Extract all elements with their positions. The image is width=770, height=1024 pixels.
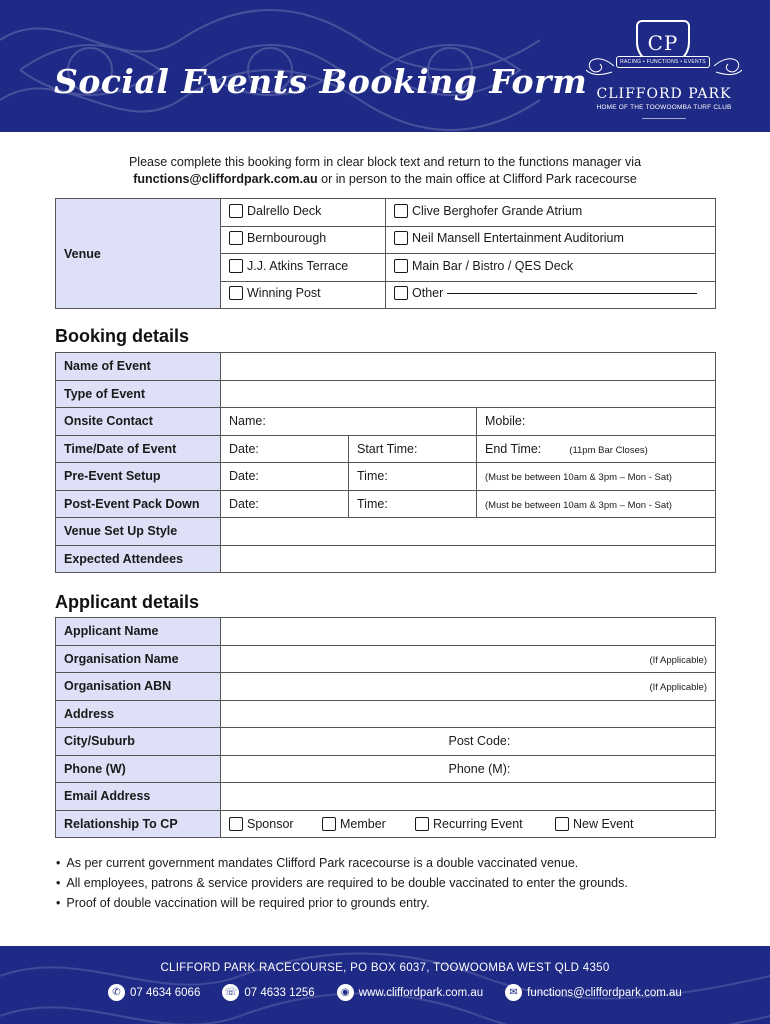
post-event-note: (Must be between 10am & 3pm – Mon - Sat) xyxy=(485,499,672,511)
footer-website-text: www.cliffordpark.com.au xyxy=(358,986,484,999)
onsite-mobile-field[interactable] xyxy=(477,408,716,436)
onsite-name-label: Name: xyxy=(229,414,266,429)
post-event-label: Post-Event Pack Down xyxy=(56,490,221,518)
pre-event-label: Pre-Event Setup xyxy=(56,463,221,491)
fax-icon: ☏ xyxy=(222,984,239,1001)
end-time-field[interactable] xyxy=(477,435,716,463)
type-of-event-label: Type of Event xyxy=(56,380,221,408)
checkbox-icon[interactable] xyxy=(229,259,243,273)
post-event-time-label: Time: xyxy=(357,496,388,511)
footer-email[interactable] xyxy=(505,984,682,1001)
checkbox-icon[interactable] xyxy=(229,286,243,300)
checkbox-icon[interactable] xyxy=(394,259,408,273)
onsite-name-field[interactable] xyxy=(221,408,477,436)
org-name-field[interactable] xyxy=(221,645,716,673)
phone-icon: ✆ xyxy=(108,984,125,1001)
pre-event-time-field[interactable] xyxy=(349,463,477,491)
venue-option-label: Main Bar / Bistro / QES Deck xyxy=(412,258,574,273)
org-abn-field[interactable] xyxy=(221,673,716,701)
booking-details-table xyxy=(55,352,716,573)
attendees-label: Expected Attendees xyxy=(56,545,221,573)
checkbox-icon[interactable] xyxy=(415,817,429,831)
event-date-label: Date: xyxy=(229,441,259,456)
venue-option-other[interactable] xyxy=(386,281,716,309)
setup-style-field[interactable] xyxy=(221,518,716,546)
note-item: • All employees, patrons & service providers are required to be double vaccinated to enter the grounds. xyxy=(56,873,628,893)
checkbox-icon[interactable] xyxy=(322,817,336,831)
name-of-event-field[interactable] xyxy=(221,353,716,381)
checkbox-icon[interactable] xyxy=(394,231,408,245)
footer-fax[interactable] xyxy=(222,984,314,1001)
relationship-sponsor[interactable] xyxy=(229,817,322,831)
intro-line-1: Please complete this booking form in clear block text and return to the functions manager via xyxy=(128,155,642,169)
post-code-label: Post Code: xyxy=(448,734,511,749)
logo-banner: RACING • FUNCTIONS • EVENTS xyxy=(616,56,710,68)
footer-email-text: functions@cliffordpark.com.au xyxy=(527,986,682,999)
applicant-details-heading: Applicant details xyxy=(55,592,200,612)
checkbox-icon[interactable] xyxy=(229,231,243,245)
footer-banner xyxy=(0,946,770,1024)
intro-text xyxy=(0,154,770,188)
address-field[interactable] xyxy=(221,700,716,728)
footer-phone-text: 07 4634 6066 xyxy=(130,986,201,999)
venue-option-label: J.J. Atkins Terrace xyxy=(247,258,349,273)
globe-icon: ◉ xyxy=(337,984,354,1001)
org-abn-label: Organisation ABN xyxy=(56,673,221,701)
onsite-contact-label: Onsite Contact xyxy=(56,408,221,436)
attendees-field[interactable] xyxy=(221,545,716,573)
checkbox-icon[interactable] xyxy=(229,204,243,218)
phone-w-field[interactable] xyxy=(221,755,441,783)
venue-option-atkins[interactable] xyxy=(221,254,386,282)
pre-event-note-cell xyxy=(477,463,716,491)
venue-option-dalrello[interactable] xyxy=(221,199,386,227)
venue-option-atrium[interactable] xyxy=(386,199,716,227)
relationship-option-label: Recurring Event xyxy=(433,816,523,831)
pre-event-time-label: Time: xyxy=(357,469,388,484)
setup-style-label: Venue Set Up Style xyxy=(56,518,221,546)
checkbox-icon[interactable] xyxy=(229,817,243,831)
relationship-new-event[interactable] xyxy=(555,817,633,831)
relationship-option-label: New Event xyxy=(573,816,634,831)
footer-contacts xyxy=(108,984,704,1001)
logo-name: CLIFFORD PARK xyxy=(596,86,732,102)
post-event-date-field[interactable] xyxy=(221,490,349,518)
pre-event-note: (Must be between 10am & 3pm – Mon - Sat) xyxy=(485,472,672,484)
phone-m-label: Phone (M): xyxy=(448,761,511,776)
logo-rule xyxy=(642,118,686,119)
onsite-mobile-label: Mobile: xyxy=(485,414,526,429)
venue-label: Venue xyxy=(56,199,221,309)
venue-option-bernbourough[interactable] xyxy=(221,226,386,254)
venue-option-label: Bernbourough xyxy=(247,231,327,246)
time-date-label: Time/Date of Event xyxy=(56,435,221,463)
note-item: • Proof of double vaccination will be required prior to grounds entry. xyxy=(56,893,628,913)
start-time-field[interactable] xyxy=(349,435,477,463)
header-banner xyxy=(0,0,770,132)
applicant-details-table xyxy=(55,617,716,838)
relationship-option-label: Sponsor xyxy=(247,816,294,831)
relationship-label: Relationship To CP xyxy=(56,810,221,838)
footer-phone[interactable] xyxy=(108,984,200,1001)
org-abn-note: (If Applicable) xyxy=(649,682,707,694)
city-field[interactable] xyxy=(221,728,441,756)
venue-option-label: Clive Berghofer Grande Atrium xyxy=(412,203,583,218)
pre-event-date-field[interactable] xyxy=(221,463,349,491)
functions-email-link[interactable]: functions@cliffordpark.com.au xyxy=(133,172,318,186)
email-label: Email Address xyxy=(56,783,221,811)
applicant-name-label: Applicant Name xyxy=(56,618,221,646)
relationship-options xyxy=(221,810,716,838)
relationship-member[interactable] xyxy=(322,817,415,831)
envelope-icon: ✉ xyxy=(505,984,522,1001)
logo-monogram: CP xyxy=(647,31,679,55)
org-name-label: Organisation Name xyxy=(56,645,221,673)
venue-option-auditorium[interactable] xyxy=(386,226,716,254)
venue-option-label: Dalrello Deck xyxy=(247,203,322,218)
venue-option-label: Winning Post xyxy=(247,286,321,301)
venue-option-label: Neil Mansell Entertainment Auditorium xyxy=(412,231,624,246)
applicant-name-field[interactable] xyxy=(221,618,716,646)
footer-website[interactable] xyxy=(337,984,483,1001)
venue-table xyxy=(55,198,716,309)
checkbox-icon[interactable] xyxy=(394,286,408,300)
end-time-note: (11pm Bar Closes) xyxy=(569,444,648,456)
venue-option-winning-post[interactable] xyxy=(221,281,386,309)
footer-fax-text: 07 4633 1256 xyxy=(244,986,315,999)
venue-option-main-bar[interactable] xyxy=(386,254,716,282)
relationship-recurring[interactable] xyxy=(415,817,555,831)
org-name-note: (If Applicable) xyxy=(649,654,707,666)
note-item: • As per current government mandates Clifford Park racecourse is a double vaccinated venue. xyxy=(56,853,628,873)
city-label: City/Suburb xyxy=(56,728,221,756)
intro-line-2-rest: or in person to the main office at Clifford Park racecourse xyxy=(317,172,637,186)
post-event-note-cell xyxy=(477,490,716,518)
post-event-time-field[interactable] xyxy=(349,490,477,518)
post-code-field[interactable] xyxy=(441,728,716,756)
booking-details-heading: Booking details xyxy=(55,326,190,346)
post-event-date-label: Date: xyxy=(229,496,259,511)
phone-w-label: Phone (W) xyxy=(56,755,221,783)
event-date-field[interactable] xyxy=(221,435,349,463)
footer-address: CLIFFORD PARK RACECOURSE, PO BOX 6037, TOOWOOMBA WEST QLD 4350 xyxy=(160,962,610,974)
end-time-label: End Time: xyxy=(485,441,542,456)
relationship-option-label: Member xyxy=(340,816,386,831)
other-venue-field[interactable] xyxy=(447,293,697,294)
logo-tagline: HOME OF THE TOOWOOMBA TURF CLUB xyxy=(596,104,732,111)
pre-event-date-label: Date: xyxy=(229,469,259,484)
form-title: Social Events Booking Form xyxy=(54,62,588,101)
checkbox-icon[interactable] xyxy=(555,817,569,831)
venue-option-label: Other xyxy=(412,286,444,301)
intro-line-2 xyxy=(0,171,770,188)
start-time-label: Start Time: xyxy=(357,441,418,456)
vaccination-notes xyxy=(56,853,628,913)
email-field[interactable] xyxy=(221,783,716,811)
type-of-event-field[interactable] xyxy=(221,380,716,408)
name-of-event-label: Name of Event xyxy=(56,353,221,381)
phone-m-field[interactable] xyxy=(441,755,716,783)
checkbox-icon[interactable] xyxy=(394,204,408,218)
address-label: Address xyxy=(56,700,221,728)
clifford-park-logo xyxy=(584,14,744,124)
